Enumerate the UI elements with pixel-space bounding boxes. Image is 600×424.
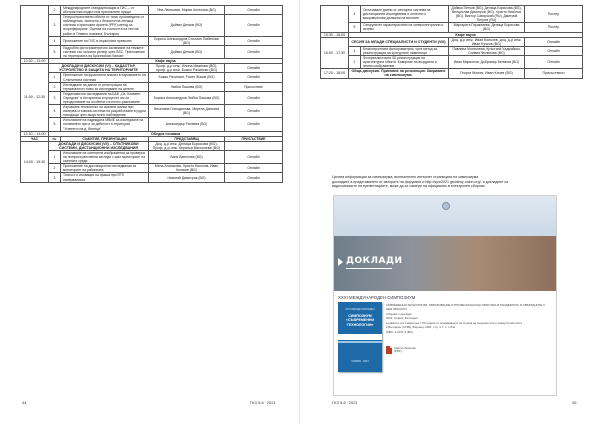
- row-number: 3: [49, 91, 61, 104]
- column-header: ПРИСЪСТВИЕ: [225, 136, 283, 141]
- presenter-cell: Бориса Александров Стилиян Любенова (BG): [149, 36, 225, 45]
- time-cell: 14:00 - 15:30: [21, 141, 49, 182]
- cover-text-row: в България (СГЗБ), Вършец, 2021, стр. 1-7, с. 1 б/м: [386, 325, 455, 330]
- book-top-text: XXXI МЕЖДУНАРОДЕН: [345, 308, 375, 311]
- presentation-title: Изучаване техническо на скачени малки при измерва-стъпкова система на разработване в рудни находища чрез акаустично наблюдение: [61, 105, 149, 118]
- download-label: Свали сборника: [394, 345, 416, 350]
- presentation-title: Международните стандартизация в ГИС – от абстрактния модел към приложните нужди: [61, 6, 149, 15]
- mode-cell: Присъствено: [525, 69, 583, 78]
- presentation-title: Подробно фотограметрично заснемане на тежките системи със склонни релеф чрез BSC. Приложение на теритирията на Брачнийски балкан: [61, 45, 149, 58]
- presenter-cell: Маргарита Гараклиева, Деница Борисова (BG): [449, 23, 525, 32]
- attendance-cell: Постер: [525, 6, 583, 23]
- time-cell: 15:30 - 16:00: [321, 32, 349, 37]
- chevron-right-icon: [338, 258, 343, 266]
- presenter-cell: Ваня Вапелова (BG): [149, 151, 225, 164]
- attendance-cell: Онлайн: [225, 73, 283, 82]
- presenter-cell: Николай Димитров (BG): [149, 173, 225, 182]
- table-section-row: [321, 37, 583, 46]
- row-number: 1: [49, 73, 61, 82]
- presentation-title: Точност и иновация на праша при RTK измерванията: [61, 173, 149, 182]
- section-title: СЕСИЯ ЗА МЛАДИ СПЕЦИАЛИСТИ И СТУДЕНТИ (VIII): [349, 37, 449, 46]
- pdf-icon: [386, 346, 392, 354]
- download-format: (PDF): [394, 349, 402, 353]
- proceedings-cover-screenshot: [333, 195, 557, 396]
- presentation-title: Изследване на данни от регистрация на терминалното ниво за изследване на цените: [61, 82, 149, 91]
- row-number: 4: [49, 36, 61, 45]
- attendance-cell: Онлайн: [225, 173, 283, 182]
- attendance-cell: Онлайн: [225, 151, 283, 164]
- presenter-cell: Бориса Александров Любка Пашова (BG): [149, 91, 225, 104]
- table-row: [21, 73, 283, 82]
- book-cover-image[interactable]: [338, 302, 382, 372]
- table-row: [21, 36, 283, 45]
- table-row: [321, 46, 583, 55]
- table-row: [21, 6, 283, 15]
- column-header: СЪБИТИЕ, ПРЕЗЕНТАЦИИ: [61, 136, 149, 141]
- table-section-row: [21, 64, 283, 73]
- attendance-cell: Онлайн: [225, 91, 283, 104]
- info-paragraph: [332, 175, 582, 189]
- section-title: ДОКЛАДИ И ДИСКУСИИ (VI) – КАДАСТЪР, УСТРОЙСТВО И ЗАЩИТА НА ТЕРИТОРИИТЕ: [49, 64, 149, 73]
- time-cell: 17:20 - 18:00: [321, 69, 349, 78]
- program-table-left: [20, 5, 283, 183]
- column-header: ЧАС: [21, 136, 49, 141]
- time-cell: [21, 6, 49, 59]
- presentation-title: Геопространствени обекти от типа: произведени от наблюдения, засечени с безпилотна летяща система и приложен dparent (PPK) метод за георефериране. Оценка на точността на тестов район в Плавно планина, България: [61, 15, 149, 36]
- attendance-cell: Онлайн: [225, 36, 283, 45]
- attendance-cell: Онлайн: [525, 56, 583, 69]
- page-number-left: 44: [22, 400, 27, 405]
- title-underline: [346, 268, 392, 269]
- page-number-right: 45: [572, 400, 577, 405]
- cover-text-row: ISBN: 1-3137-3 (BG): [386, 329, 413, 334]
- book-stripe: [338, 334, 382, 340]
- cover-title: ДОКЛАДИ: [346, 256, 403, 266]
- table-row: [21, 105, 283, 118]
- download-pdf-link[interactable]: [386, 346, 416, 354]
- time-cell: 12:30 – 14:00: [21, 131, 49, 136]
- table-row: [21, 173, 283, 182]
- cover-description: [386, 303, 552, 335]
- row-number: 2: [49, 82, 61, 91]
- mode-cell: Онлайн: [525, 37, 583, 46]
- table-section-row: [21, 141, 283, 150]
- cover-headline: XXXI МЕЖДУНАРОДЕН СИМПОЗИУМ: [338, 295, 416, 300]
- attendance-cell: Постер: [525, 23, 583, 32]
- info-line-2: докладите в представянето от авторите на форумите и http://sym2021.geodesy-union.org/, и докладите са: [332, 179, 509, 184]
- book-stripe-accent: [338, 341, 382, 343]
- row-number: 5: [49, 118, 61, 131]
- presenter-cell: Веселина Господинова, Мирена Данчева (BG): [149, 105, 225, 118]
- info-line-3: видеозаписите на презентациите, може да се намери на официално в електронен сборник.: [332, 184, 486, 188]
- journal-footer-left: ГКЗ 5-6 ' 2021: [250, 400, 276, 405]
- presentation-title: Геодинамични изследвания на БАБ „Св. Климент Охридски“ в Антарктика и процесът им за преодоляване на особеното източно-разкъсване: [61, 91, 149, 104]
- presentation-title: Използване на надеждата МВИЕ за изследване на ползването при и за дейсност в територия "Успенето на д. Венеци": [61, 118, 149, 131]
- presenter-cell: Павлина Монгълева, Кръстина Хаджийски, Силвия Филипова (BG): [449, 46, 525, 55]
- journal-footer-right: ГКЗ 5-6 ' 2021: [332, 400, 358, 405]
- cover-text-row: в рамките и в съвместно с 60 години от основаването на Съюза на геодезистите и земеустроителите: [386, 320, 523, 325]
- table-row: [21, 91, 283, 104]
- cover-text-row: 2021, София, България: [386, 316, 418, 321]
- presentation-title: Използване на сателитни изображения за проверка на геопространствени изгледи с шал мониторинг на скалната среда: [61, 151, 149, 164]
- presentation-title: Безконтролната фотограметрия, чрез метод за реконструкция на културните паметници: [361, 46, 449, 55]
- time-cell: [321, 6, 349, 33]
- table-row: [21, 164, 283, 173]
- table-row: [21, 82, 283, 91]
- table-section-row: [321, 69, 583, 78]
- row-number: 5: [49, 45, 61, 58]
- table-row: [321, 56, 583, 69]
- section-title: Кафе пауза: [49, 59, 283, 64]
- chairs-cell: Доц. д-р инж. Иван Кольчев, доц. д-р инж. Иван Кучков (BG): [449, 37, 525, 46]
- presenter-cell: Яна Люльчева, Мария Ангелова (BG): [149, 6, 225, 15]
- presentation-title: Приложение на дистанционни изследвания за мониторинг на районната: [61, 164, 149, 173]
- program-table-right: [320, 5, 583, 79]
- presenter-cell: Дойвко Денков (BG): [149, 15, 225, 36]
- attendance-cell: Онлайн: [225, 105, 283, 118]
- cover-text-row: Сборник с доклади: [386, 311, 412, 316]
- presenter-cell: Божко Рачински, Росен Жаков (BG): [149, 73, 225, 82]
- row-number: 2: [349, 56, 361, 69]
- attendance-cell: Онлайн: [225, 164, 283, 173]
- row-number: 1: [349, 46, 361, 55]
- section-title: Обедна почивка: [49, 131, 283, 136]
- presentation-title: Приложение на фрактални анализ в изучаването на Слънчевата система: [61, 73, 149, 82]
- mode-cell: Онлайн: [225, 64, 283, 73]
- column-header: ПРЕДСТАВЯЩ: [149, 136, 225, 141]
- column-header: №: [49, 136, 61, 141]
- presentation-title: Сеюрулитет характеристики на хиперспектрални и изтеви: [361, 23, 449, 32]
- cover-text-row: СЪВРЕМЕННИ ТЕХНОЛОГИИ, ОБРАЗОВАНИЕ И ПРОФЕСИОНАЛНА ПРАКТИКА В ГЕОДЕЗИЯТА И СВЪРЗАНИТЕ С НЕЯ ОБЛАСТИ: [386, 303, 546, 311]
- presenter-cell: Дойвко Денков (BG): [149, 45, 225, 58]
- row-number: 4: [49, 105, 61, 118]
- presenter-cell: Любка Пашова (BG): [149, 82, 225, 91]
- mode-cell: [225, 141, 283, 150]
- presentation-title: Приложение на ГИС в пържолата превозни: [61, 36, 149, 45]
- section-title: Кафе пауза: [349, 32, 583, 37]
- section-title: Обща дискусия. Приемане на резолюция. Закриване на симпозиума.: [349, 69, 449, 78]
- book-title-text: СИМПОЗИУМ «СЪВРЕМЕННИ ТЕХНОЛОГИИ»: [345, 314, 375, 327]
- row-number: 2: [49, 164, 61, 173]
- table-row: [21, 15, 283, 36]
- row-number: 5: [349, 23, 361, 32]
- attendance-cell: Онлайн: [225, 45, 283, 58]
- presenter-cell: Иван Мирионов, Добромир Велинов (BG): [449, 56, 525, 69]
- table-row: [21, 45, 283, 58]
- row-number: 3: [49, 15, 61, 36]
- time-cell: 16:00 - 17:30: [321, 37, 349, 69]
- row-number: 4: [349, 6, 361, 23]
- chairs-cell: Георги Монов, Иван Кочев (BG): [449, 69, 525, 78]
- emblem-icon: [442, 202, 450, 210]
- table-row: [321, 23, 583, 32]
- table-row: [21, 118, 283, 131]
- time-cell: 11:00 - 12:30: [21, 64, 49, 131]
- row-number: 1: [49, 151, 61, 164]
- time-cell: 10:30 – 11:00: [21, 59, 49, 64]
- attendance-cell: Онлайн: [225, 15, 283, 36]
- chairs-cell: Доц. д-р инж. Деница Борисова (BG), Проф. д-р инж. Керанка Вассилева (BG): [149, 141, 225, 150]
- info-line-1: Цялата информация за симпозиума, включително интернет страницата на симпозиума: [332, 175, 479, 179]
- attendance-cell: Онлайн: [525, 46, 583, 55]
- presenter-cell: Дойвко Петков (BG), Деница Борисова (BG), Венцислав Димитров (BG), Христо Николов (BG), Виктор Саворский (RU), Дмитрий Петров (RU): [449, 6, 525, 23]
- presentation-title: Фотореалистична 3D реконструкция на архитектурни обекти. Бавирове на въздушни и земни изображения: [361, 56, 449, 69]
- presentation-title: Оптичаване данни от сензорни системи за дистанционни изследвания в оптични и микровълнови дължини на вълните: [361, 6, 449, 23]
- chairs-cell: Проф. д-р инж. Илина Иванова (BG), проф. д-р инж. Божко Рачински (BG): [149, 64, 225, 73]
- attendance-cell: Онлайн: [225, 6, 283, 15]
- section-title: ДОКЛАДИ И ДИСКУСИИ (VII) – СПЪТНИКОВИ СИСТЕМИ, ДИСТАНЦИОННИ ИЗСЛЕДВАНИЯ: [49, 141, 149, 150]
- attendance-cell: Онлайн: [225, 118, 283, 131]
- table-row: [21, 151, 283, 164]
- table-row: [321, 6, 583, 23]
- book-city-text: СОФИЯ · 2021: [351, 360, 369, 363]
- row-number: 2: [49, 6, 61, 15]
- presenter-cell: Мена Атанасова, Христо Николов, Иван Кольчев (BG): [149, 164, 225, 173]
- row-number: 3: [49, 173, 61, 182]
- attendance-cell: Присъствие: [225, 82, 283, 91]
- presenter-cell: Александър Рилиева (BG): [149, 118, 225, 131]
